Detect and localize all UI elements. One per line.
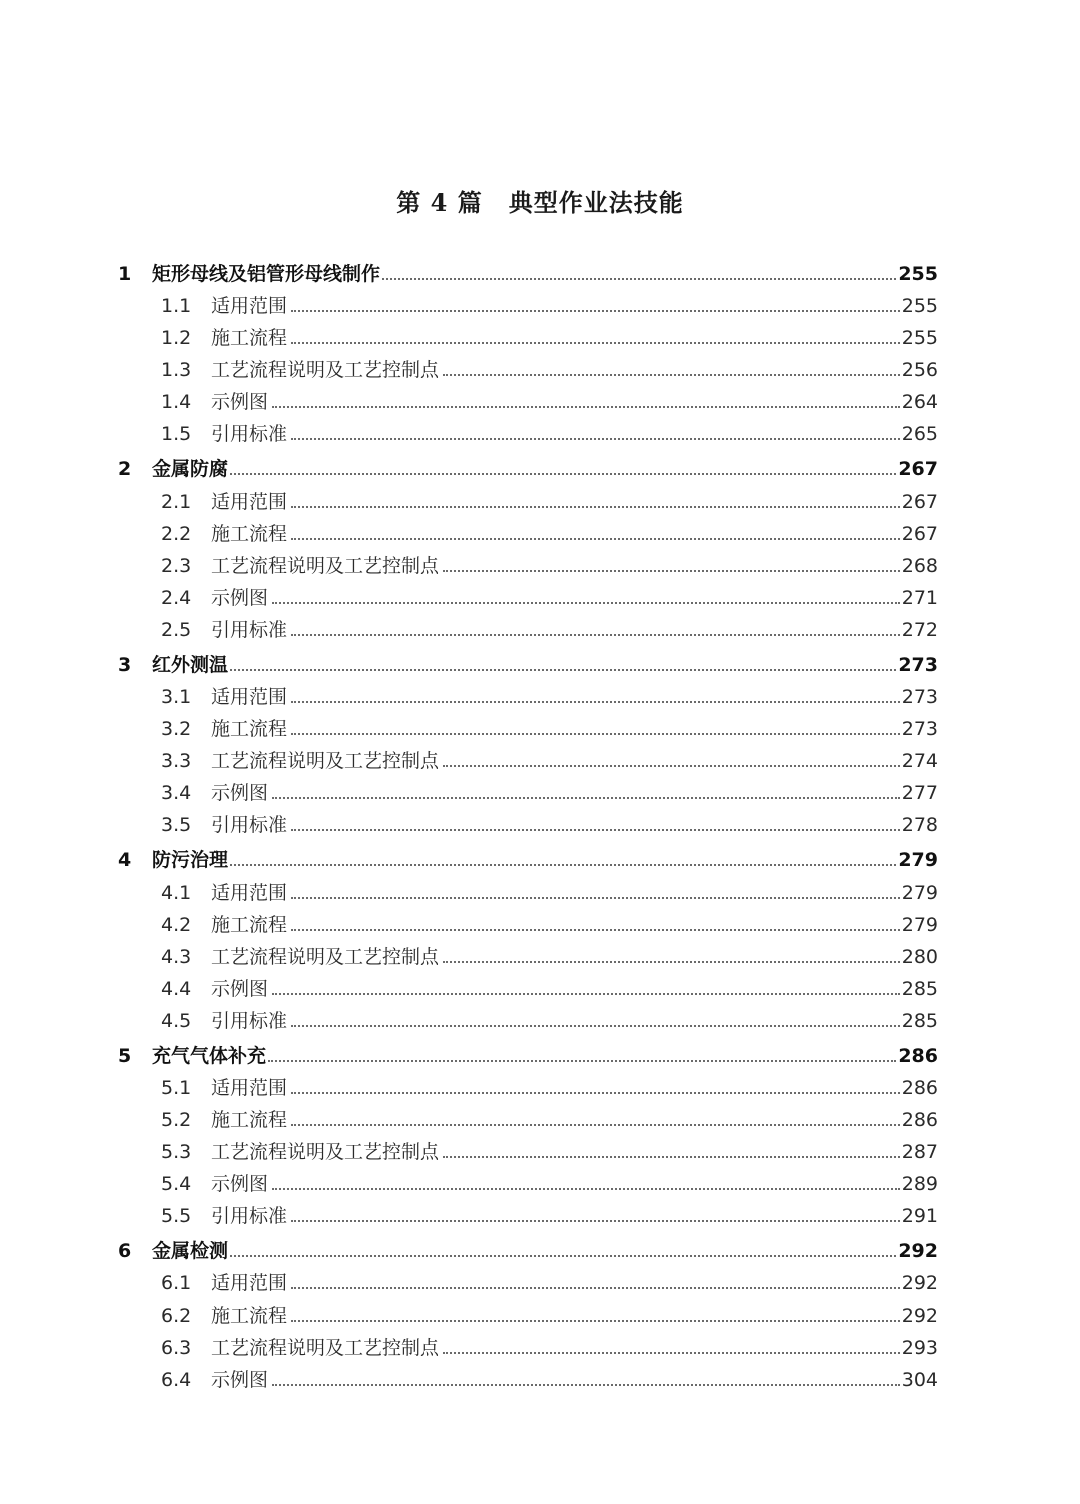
- toc-section[interactable]: [118, 577, 938, 609]
- toc-section-page-number: 292: [901, 1304, 938, 1327]
- dot-leader: [291, 1320, 900, 1322]
- dot-leader: [443, 765, 900, 767]
- toc-section-number: 6.4: [161, 1368, 192, 1391]
- toc-chapter-number: 1: [118, 263, 132, 285]
- toc-section-title: 示例图: [211, 391, 269, 414]
- dot-leader: [291, 1124, 900, 1126]
- toc-section-title: 工艺流程说明及工艺控制点: [211, 1141, 440, 1164]
- toc-section-number: 3.3: [161, 750, 192, 773]
- toc-chapter[interactable]: [118, 445, 938, 480]
- dot-leader: [443, 1156, 900, 1158]
- toc-section-number: 5.1: [161, 1076, 192, 1099]
- toc-section-number: 5.4: [161, 1173, 192, 1196]
- toc-section-title: 示例图: [211, 977, 269, 1000]
- toc-section-page-number: 304: [901, 1368, 938, 1391]
- toc-chapter-title: 红外测温: [152, 653, 229, 676]
- toc-section[interactable]: [118, 772, 938, 804]
- toc-section-number: 2.5: [161, 618, 192, 641]
- toc-chapter[interactable]: [118, 1227, 938, 1262]
- dot-leader: [272, 602, 900, 604]
- dot-leader: [443, 570, 900, 572]
- toc-chapter-number: 5: [118, 1044, 132, 1067]
- toc-chapter-page-number: 255: [898, 263, 938, 285]
- toc-section-number: 2.3: [161, 554, 192, 577]
- toc-section[interactable]: [118, 1163, 938, 1195]
- dot-leader: [291, 342, 900, 344]
- toc-section-title: 引用标准: [211, 1205, 288, 1228]
- toc-section-page-number: 279: [901, 913, 938, 936]
- dot-leader: [291, 1025, 900, 1027]
- toc-section[interactable]: [118, 413, 938, 445]
- toc-section-title: 引用标准: [211, 423, 288, 446]
- toc-section-title: 工艺流程说明及工艺控制点: [211, 359, 440, 382]
- toc-section-page-number: 280: [901, 945, 938, 968]
- toc-section-title: 施工流程: [211, 913, 288, 936]
- toc-section[interactable]: [118, 676, 938, 708]
- dot-leader: [272, 1384, 900, 1386]
- toc-section-page-number: 286: [901, 1109, 938, 1132]
- dot-leader: [291, 897, 900, 899]
- toc-section[interactable]: [118, 349, 938, 381]
- dot-leader: [291, 1220, 900, 1222]
- toc-section-number: 1.1: [161, 295, 192, 318]
- dot-leader: [230, 473, 896, 475]
- toc-chapter-number: 4: [118, 849, 132, 872]
- toc-section-page-number: 273: [901, 686, 938, 709]
- toc-section-title: 施工流程: [211, 718, 288, 741]
- dot-leader: [291, 506, 900, 508]
- toc-section-title: 适用范围: [211, 490, 288, 513]
- toc-section-title: 示例图: [211, 782, 269, 805]
- dot-leader: [230, 864, 896, 866]
- toc-section-number: 4.5: [161, 1009, 192, 1032]
- toc-section[interactable]: [118, 1195, 938, 1227]
- toc-section-number: 6.1: [161, 1272, 192, 1295]
- toc-chapter-title: 金属防腐: [152, 458, 229, 481]
- toc-section[interactable]: [118, 317, 938, 349]
- toc-chapter-number: 3: [118, 653, 132, 676]
- toc-section-title: 引用标准: [211, 1009, 288, 1032]
- dot-leader: [291, 701, 900, 703]
- toc-section-number: 4.1: [161, 881, 192, 904]
- toc-chapter-title: 充气气体补充: [152, 1044, 267, 1067]
- dot-leader: [272, 406, 900, 408]
- toc-section-page-number: 279: [901, 881, 938, 904]
- toc-section-title: 引用标准: [211, 618, 288, 641]
- toc-section-number: 5.3: [161, 1141, 192, 1164]
- toc-section-number: 1.4: [161, 391, 192, 414]
- toc-section-title: 适用范围: [211, 881, 288, 904]
- table-of-contents: [118, 250, 938, 1391]
- toc-section-page-number: 256: [901, 359, 938, 382]
- toc-section-page-number: 273: [901, 718, 938, 741]
- toc-section-number: 2.1: [161, 490, 192, 513]
- toc-section-title: 适用范围: [211, 1076, 288, 1099]
- toc-section-page-number: 267: [901, 522, 938, 545]
- toc-chapter[interactable]: [118, 250, 938, 285]
- toc-section-page-number: 286: [901, 1076, 938, 1099]
- toc-section-page-number: 272: [901, 618, 938, 641]
- toc-section-number: 3.4: [161, 782, 192, 805]
- toc-section[interactable]: [118, 381, 938, 413]
- toc-section[interactable]: [118, 285, 938, 317]
- toc-section-number: 1.3: [161, 359, 192, 382]
- dot-leader: [291, 929, 900, 931]
- dot-leader: [291, 829, 900, 831]
- toc-section-title: 引用标准: [211, 814, 288, 837]
- dot-leader: [443, 1352, 900, 1354]
- toc-chapter-number: 2: [118, 458, 132, 481]
- toc-section-page-number: 277: [901, 782, 938, 805]
- part-title: 典型作业法技能: [508, 188, 684, 217]
- dot-leader: [291, 1287, 900, 1289]
- toc-section[interactable]: [118, 1262, 938, 1294]
- toc-section-number: 3.5: [161, 814, 192, 837]
- toc-section-page-number: 293: [901, 1336, 938, 1359]
- toc-section[interactable]: [118, 1131, 938, 1163]
- toc-section-number: 4.2: [161, 913, 192, 936]
- toc-section-title: 适用范围: [211, 686, 288, 709]
- toc-chapter-title: 防污治理: [152, 849, 229, 872]
- page-title: [0, 183, 1080, 218]
- toc-section[interactable]: [118, 1359, 938, 1391]
- dot-leader: [291, 1092, 900, 1094]
- dot-leader: [268, 1060, 896, 1062]
- toc-section-title: 工艺流程说明及工艺控制点: [211, 1336, 440, 1359]
- toc-section-page-number: 255: [901, 327, 938, 350]
- toc-section-page-number: 264: [901, 391, 938, 414]
- toc-section-page-number: 278: [901, 814, 938, 837]
- toc-section[interactable]: [118, 904, 938, 936]
- dot-leader: [272, 797, 900, 799]
- toc-chapter-page-number: 267: [898, 458, 938, 481]
- dot-leader: [272, 993, 900, 995]
- toc-section-page-number: 265: [901, 423, 938, 446]
- toc-section-page-number: 267: [901, 490, 938, 513]
- dot-leader: [272, 1188, 900, 1190]
- toc-section-page-number: 285: [901, 1009, 938, 1032]
- toc-chapter-page-number: 273: [898, 653, 938, 676]
- toc-section-page-number: 287: [901, 1141, 938, 1164]
- toc-section-page-number: 289: [901, 1173, 938, 1196]
- toc-section-number: 5.5: [161, 1205, 192, 1228]
- toc-section-page-number: 268: [901, 554, 938, 577]
- toc-section-number: 3.1: [161, 686, 192, 709]
- toc-chapter[interactable]: [118, 1032, 938, 1067]
- toc-section-title: 示例图: [211, 1173, 269, 1196]
- dot-leader: [291, 538, 900, 540]
- toc-chapter-number: 6: [118, 1240, 132, 1263]
- toc-section-number: 6.2: [161, 1304, 192, 1327]
- toc-section-number: 1.2: [161, 327, 192, 350]
- toc-section-number: 5.2: [161, 1109, 192, 1132]
- toc-section-title: 施工流程: [211, 1109, 288, 1132]
- toc-section-number: 2.4: [161, 586, 192, 609]
- toc-section[interactable]: [118, 545, 938, 577]
- toc-section-number: 1.5: [161, 423, 192, 446]
- toc-section[interactable]: [118, 1000, 938, 1032]
- toc-section-title: 示例图: [211, 586, 269, 609]
- toc-chapter-title: 金属检测: [152, 1240, 229, 1263]
- dot-leader: [291, 438, 900, 440]
- toc-chapter-page-number: 279: [898, 849, 938, 872]
- toc-chapter-title: 矩形母线及铝管形母线制作: [152, 263, 381, 285]
- dot-leader: [443, 374, 900, 376]
- toc-section[interactable]: [118, 1099, 938, 1131]
- toc-chapter[interactable]: [118, 641, 938, 676]
- toc-section-page-number: 255: [901, 295, 938, 318]
- dot-leader: [443, 961, 900, 963]
- part-label: 第 4 篇: [396, 188, 483, 217]
- toc-section[interactable]: [118, 871, 938, 903]
- dot-leader: [230, 1255, 896, 1257]
- toc-section-number: 3.2: [161, 718, 192, 741]
- toc-section-page-number: 292: [901, 1272, 938, 1295]
- toc-section-number: 4.3: [161, 945, 192, 968]
- toc-section-page-number: 291: [901, 1205, 938, 1228]
- toc-section[interactable]: [118, 513, 938, 545]
- toc-section-title: 适用范围: [211, 1272, 288, 1295]
- dot-leader: [291, 310, 900, 312]
- toc-section-page-number: 285: [901, 977, 938, 1000]
- toc-section-title: 施工流程: [211, 522, 288, 545]
- toc-chapter-page-number: 286: [898, 1044, 938, 1067]
- toc-section-title: 工艺流程说明及工艺控制点: [211, 554, 440, 577]
- toc-section-number: 2.2: [161, 522, 192, 545]
- dot-leader: [230, 669, 896, 671]
- toc-section-page-number: 271: [901, 586, 938, 609]
- toc-section-title: 工艺流程说明及工艺控制点: [211, 750, 440, 773]
- toc-section[interactable]: [118, 1067, 938, 1099]
- dot-leader: [382, 278, 896, 280]
- toc-section[interactable]: [118, 1327, 938, 1359]
- toc-section[interactable]: [118, 480, 938, 512]
- toc-section-title: 适用范围: [211, 295, 288, 318]
- toc-section[interactable]: [118, 804, 938, 836]
- toc-section-title: 工艺流程说明及工艺控制点: [211, 945, 440, 968]
- toc-section-title: 施工流程: [211, 1304, 288, 1327]
- toc-chapter[interactable]: [118, 836, 938, 871]
- toc-section[interactable]: [118, 740, 938, 772]
- dot-leader: [291, 733, 900, 735]
- dot-leader: [291, 634, 900, 636]
- toc-section[interactable]: [118, 936, 938, 968]
- toc-section-number: 4.4: [161, 977, 192, 1000]
- toc-section-title: 施工流程: [211, 327, 288, 350]
- toc-chapter-page-number: 292: [898, 1240, 938, 1263]
- toc-section-title: 示例图: [211, 1368, 269, 1391]
- toc-section-page-number: 274: [901, 750, 938, 773]
- toc-section[interactable]: [118, 609, 938, 641]
- toc-section[interactable]: [118, 708, 938, 740]
- toc-section[interactable]: [118, 1294, 938, 1326]
- toc-section-number: 6.3: [161, 1336, 192, 1359]
- toc-section[interactable]: [118, 968, 938, 1000]
